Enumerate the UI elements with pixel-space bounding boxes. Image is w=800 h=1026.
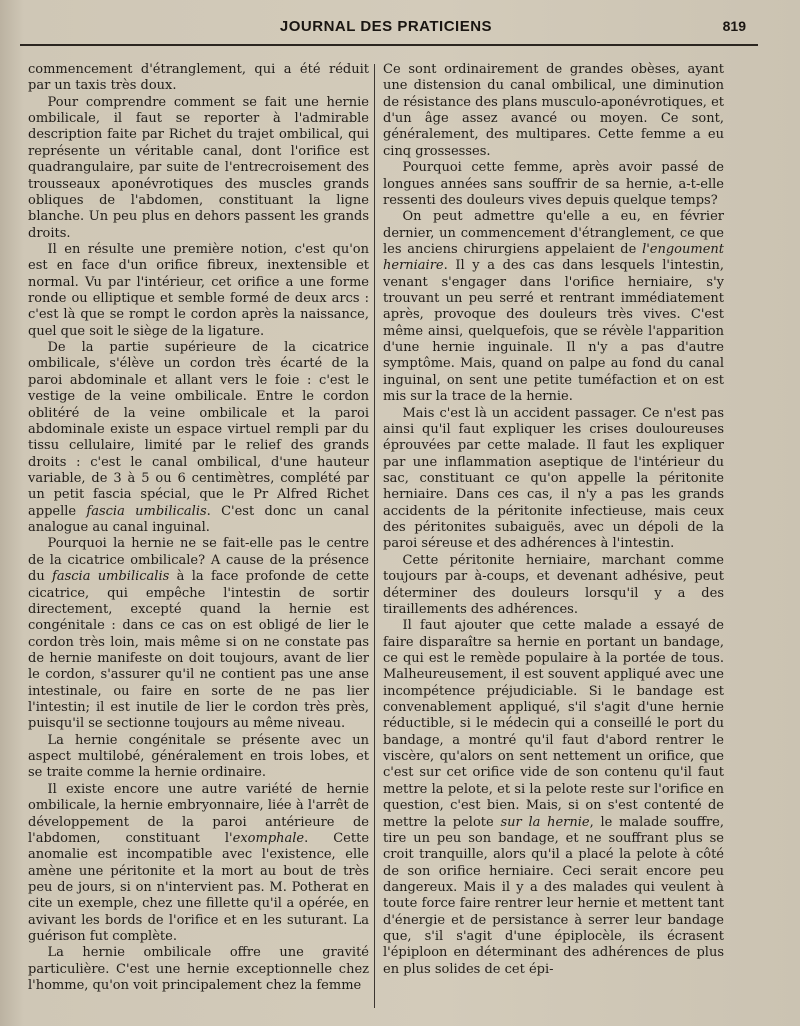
paragraph bbox=[28, 95, 369, 242]
italic-text: fascia umbilicalis bbox=[86, 503, 207, 519]
paragraph-text: De la partie supérieure de la cicatrice ombilicale, s'élève un cordon très écarté de la paroi abdominale et allant vers le foie : c'est le vestige de la veine ombilicale. Entre le cordon oblitéré de la veine ombilicale et la paroi abdominale existe un espace virtuel rempli par du tissu cellulaire, limité par le relief des grands droits : c'est le canal ombilical, d'une hauteur variable, de 3 à 5 ou 6 centimètres, complété par un petit fascia spécial, que le Pr Alfred Richet appelle bbox=[28, 340, 369, 519]
paragraph-text: Pourquoi la hernie ne se fait-elle pas le centre de la cicatrice ombilicale? A cause de la présence du bbox=[28, 536, 369, 585]
paragraph bbox=[383, 553, 724, 618]
paragraph-text: Il existe encore une autre variété de hernie ombilicale, la hernie embryonnaire, liée à l'arrêt de développement de la paroi antérieure de l'abdomen, constituant l' bbox=[28, 781, 369, 846]
journal-title: JOURNAL DES PRATICIENS bbox=[279, 18, 493, 35]
paragraph-text: . C'est donc un canal analogue au canal inguinal. bbox=[28, 503, 369, 536]
left-column bbox=[28, 62, 369, 994]
column-divider bbox=[374, 64, 375, 1008]
paragraph-text: Il en résulte une première notion, c'est qu'on est en face d'un orifice fibreux, inextensible et normal. Vu par l'intérieur, cet orifice a une forme ronde ou elliptique et semble formé de deux arcs : c'est là que se rompt le cordon après la naissance, quel que soit le siège de la ligature. bbox=[28, 241, 369, 339]
paragraph-text: Mais c'est là un accident passager. Ce n'est pas ainsi qu'il faut expliquer les crises douloureuses éprouvées par cette malade. Il faut les expliquer par une inflammation aseptique de l'intérieur du sac, constituant ce qu'on appelle la péritonite herniaire. Dans ces cas, il n'y a pas les grands accidents de la péritonite infectieuse, mais ceux des péritonites subaiguës, avec un dépoli de la paroi séreuse et des adhérences à l'intestin. bbox=[383, 405, 724, 552]
paragraph-text: à la face profonde de cette cicatrice, qui empêche l'intestin de sortir directement, excepté quand la hernie est congénitale : dans ce cas on est obligé de lier le cordon très loin, mais même si on ne constate pas de hernie manifeste on doit toujours, avant de lier le cordon, s'assurer qu'il ne contient pas une anse intestinale, ou faire en sorte de ne pas lier l'intestin; il est inutile de lier le cordon très près, puisqu'il se sectionne toujours au même niveau. bbox=[28, 569, 369, 732]
paragraph-text: La hernie congénitale se présente avec un aspect multilobé, généralement en trois lobes, et se traite comme la hernie ordinaire. bbox=[28, 732, 369, 781]
paragraph bbox=[28, 242, 369, 340]
paragraph bbox=[28, 733, 369, 782]
paragraph bbox=[383, 209, 724, 405]
paragraph bbox=[28, 340, 369, 536]
paragraph bbox=[383, 618, 724, 978]
paragraph-text: , le malade souffre, tire un peu son bandage, et ne souffrant plus se croit tranquille, alors qu'il a placé la pelote à côté de son orifice herniaire. Ceci serait encore peu dangereux. Mais il y a des malades qui veulent à toute force faire rentrer leur hernie et mettent tant d'énergie et de persistance à serrer leur bandage que, s'il s'agit d'une épiplocèle, ils écrasent l'épiploon en déterminant des adhérences de plus en plus solides de cet épi- bbox=[383, 814, 724, 977]
running-header bbox=[36, 18, 746, 40]
paragraph-text: Ce sont ordinairement de grandes obèses, ayant une distension du canal ombilical, une diminution de résistance des plans musculo-aponévrotiques, et d'un âge assez avancé ou moyen. Ce sont, généralement, des multipares. Cette femme a eu cinq grossesses. bbox=[383, 62, 724, 159]
italic-text: fascia umbilicalis bbox=[52, 569, 170, 585]
paragraph-text: Pour comprendre comment se fait une hernie ombilicale, il faut se reporter à l'admirable description faite par Richet du trajet ombilical, qui représente un véritable canal, dont l'orifice est quadrangulaire, par suite de l'entrecroisement des trousseaux aponévrotiques des muscles grands obliques de l'abdomen, constituant la ligne blanche. Un peu plus en dehors passent les grands droits. bbox=[28, 94, 369, 241]
paragraph bbox=[383, 406, 724, 553]
page-number: 819 bbox=[722, 18, 746, 34]
italic-text: sur la hernie bbox=[500, 814, 590, 830]
paragraph-text: Il faut ajouter que cette malade a essayé de faire disparaître sa hernie en portant un bandage, ce qui est le remède populaire à la portée de tous. Malheureusement, il est souvent appliqué avec une incompétence préjudiciable. Si le bandage est convenablement appliqué, s'il s'agit d'une hernie réductible, si le médecin qui a conseillé le port du bandage, a montré qu'il faut d'abord rentrer le viscère, qu'alors on sent nettement un orifice, que c'est sur cet orifice vide de son contenu qu'il faut mettre la pelote, et si la pelote reste sur l'orifice en question, c'est bien. Mais, si on s'est contenté de mettre la pelote bbox=[383, 618, 724, 830]
paragraph bbox=[28, 62, 369, 95]
paragraph bbox=[28, 782, 369, 946]
paragraph-text: commencement d'étranglement, qui a été réduit par un taxis très doux. bbox=[28, 62, 369, 94]
paragraph-text: La hernie ombilicale offre une gravité particulière. C'est une hernie exceptionnelle chez l'homme, qu'on voit principalement chez la femme bbox=[28, 945, 369, 994]
right-column bbox=[383, 62, 724, 978]
header-rule bbox=[20, 44, 758, 46]
paragraph-text: . Cette anomalie est incompatible avec l'existence, elle amène une péritonite et la mort au bout de très peu de jours, si on n'intervient pas. M. Potherat en cite un exemple, chez une fillette qu'il a opérée, en avivant les bords de l'orifice et en les suturant. La guérison fut complète. bbox=[28, 830, 370, 945]
paragraph-text: Cette péritonite herniaire, marchant comme toujours par à-coups, et devenant adhésive, peut déterminer des douleurs lorsqu'il y a des tiraillements des adhérences. bbox=[383, 552, 724, 617]
paragraph bbox=[28, 536, 369, 732]
paragraph bbox=[28, 945, 369, 994]
paragraph-text: Pourquoi cette femme, après avoir passé de longues années sans souffrir de sa hernie, a-t-elle ressenti des douleurs vives depuis quelque temps? bbox=[383, 160, 724, 208]
paragraph bbox=[383, 62, 724, 160]
paragraph-text: . Il y a des cas dans lesquels l'intestin, venant s'engager dans l'orifice herniaire, s'y trouvant un peu serré et rentrant immédiatement après, provoque des douleurs très vives. C'est même ainsi, quelquefois, que se révèle l'apparition d'une hernie inguinale. Il n'y a pas d'autre symptôme. Mais, quand on palpe au fond du canal inguinal, on sent une petite tuméfaction et on est mis sur la trace de la hernie. bbox=[383, 258, 724, 405]
paragraph-text: On peut admettre qu'elle a eu, en février dernier, un commencement d'étranglement, ce que les anciens chirurgiens appelaient de bbox=[383, 209, 724, 257]
italic-text: exomphale bbox=[232, 830, 305, 846]
italic-text: l'engoument herniaire bbox=[383, 241, 724, 274]
paragraph bbox=[383, 160, 724, 209]
